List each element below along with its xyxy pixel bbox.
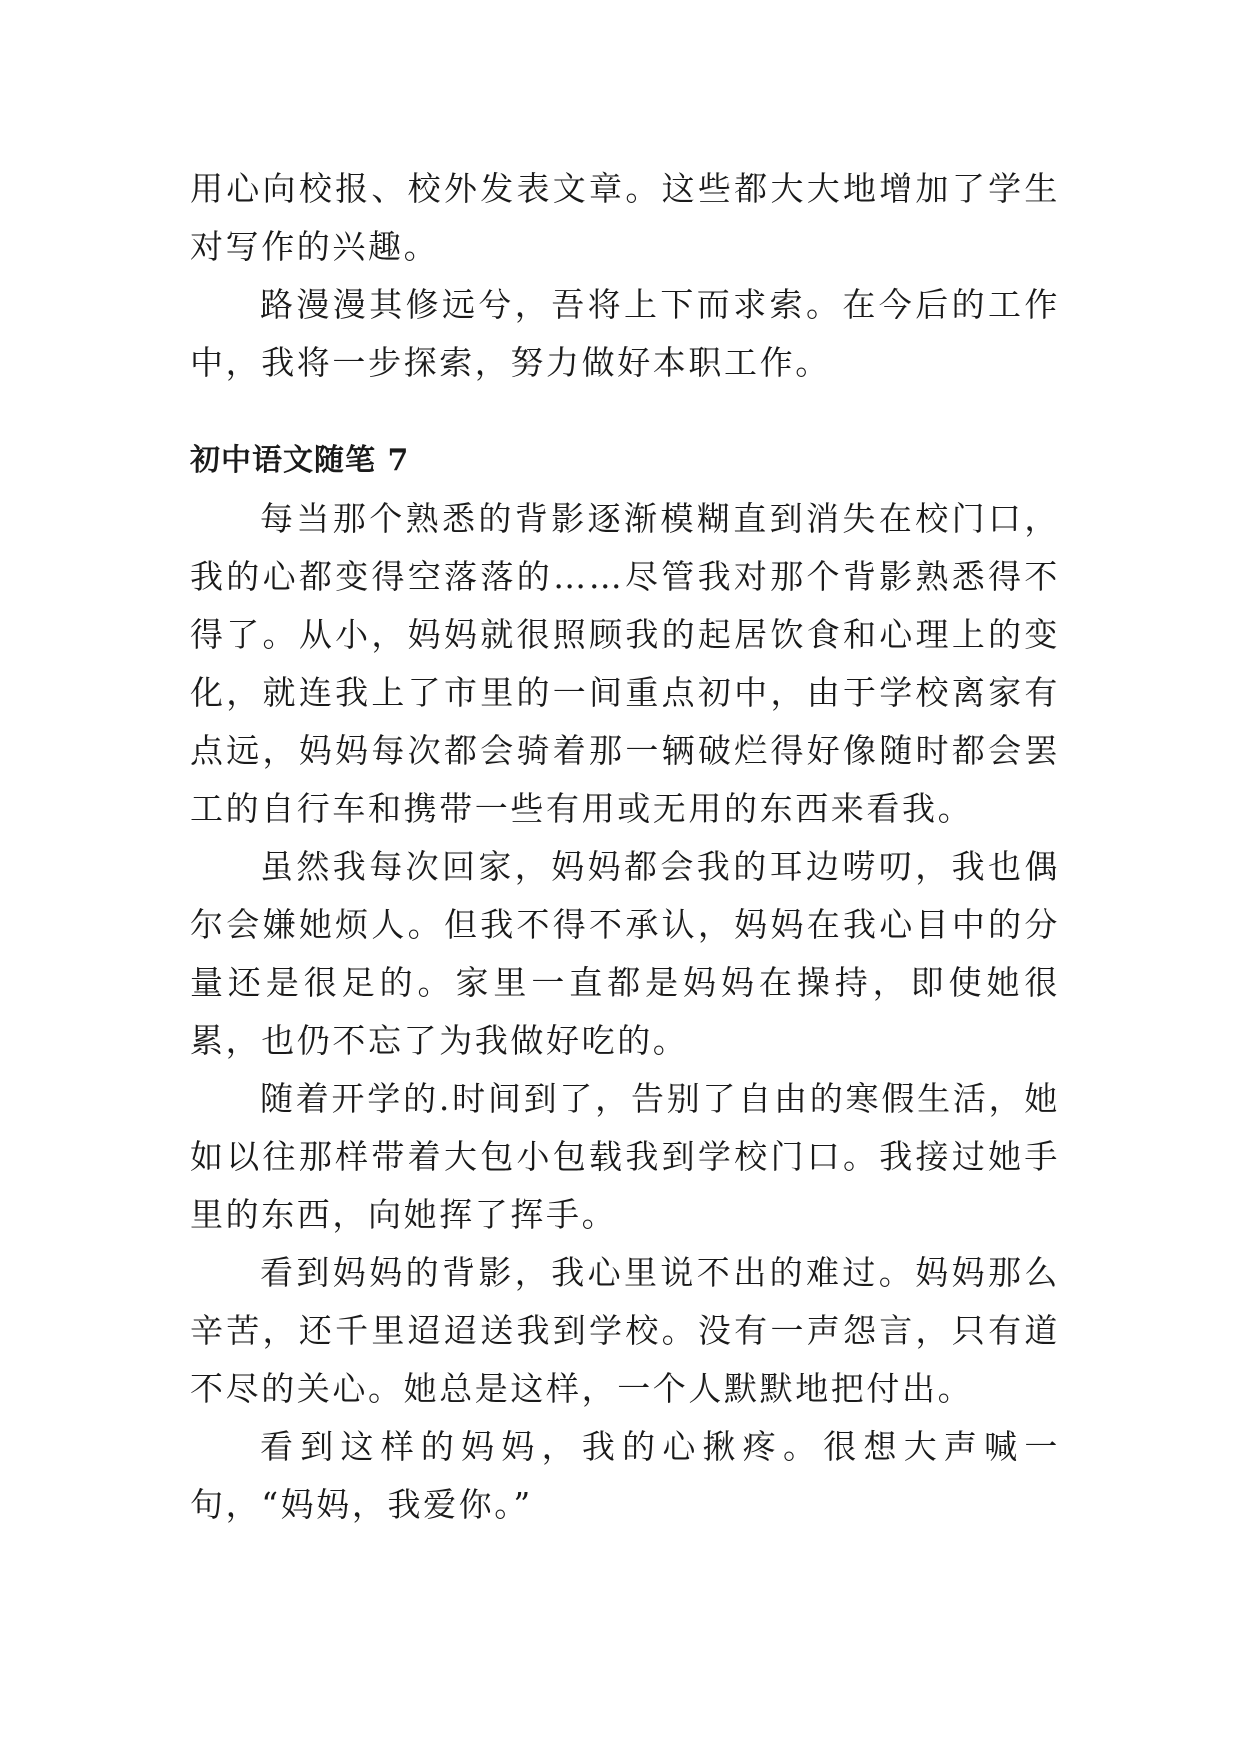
paragraph-5: 看到这样的妈妈，我的心揪疼。很想大声喊一句，“妈妈，我爱你。” (190, 1427, 1060, 1524)
section-gap (190, 392, 1060, 432)
paragraph-closing: 路漫漫其修远兮，吾将上下而求索。在今后的工作中，我将一步探索，努力做好本职工作。 (190, 285, 1060, 382)
section-title: 初中语文随笔 7 (190, 443, 410, 478)
paragraph-continuation: 用心向校报、校外发表文章。这些都大大地增加了学生对写作的兴趣。 (190, 169, 1060, 266)
paragraph-3: 随着开学的.时间到了，告别了自由的寒假生活，她如以往那样带着大包小包载我到学校门口。我接过她手里的东西，向她挥了挥手。 (190, 1079, 1060, 1234)
paragraph-2: 虽然我每次回家，妈妈都会我的耳边唠叨，我也偶尔会嫌她烦人。但我不得不承认，妈妈在我心目中的分量还是很足的。家里一直都是妈妈在操持，即使她很累，也仍不忘了为我做好吃的。 (190, 847, 1060, 1060)
text-column (190, 160, 1060, 1534)
paragraph-1: 每当那个熟悉的背影逐渐模糊直到消失在校门口，我的心都变得空落落的……尽管我对那个背影熟悉得不得了。从小，妈妈就很照顾我的起居饮食和心理上的变化，就连我上了市里的一间重点初中，由于学校离家有点远，妈妈每次都会骑着那一辆破烂得好像随时都会罢工的自行车和携带一些有用或无用的东西来看我。 (190, 499, 1060, 828)
paragraph-4: 看到妈妈的背影，我心里说不出的难过。妈妈那么辛苦，还千里迢迢送我到学校。没有一声怨言，只有道不尽的关心。她总是这样，一个人默默地把付出。 (190, 1253, 1060, 1408)
